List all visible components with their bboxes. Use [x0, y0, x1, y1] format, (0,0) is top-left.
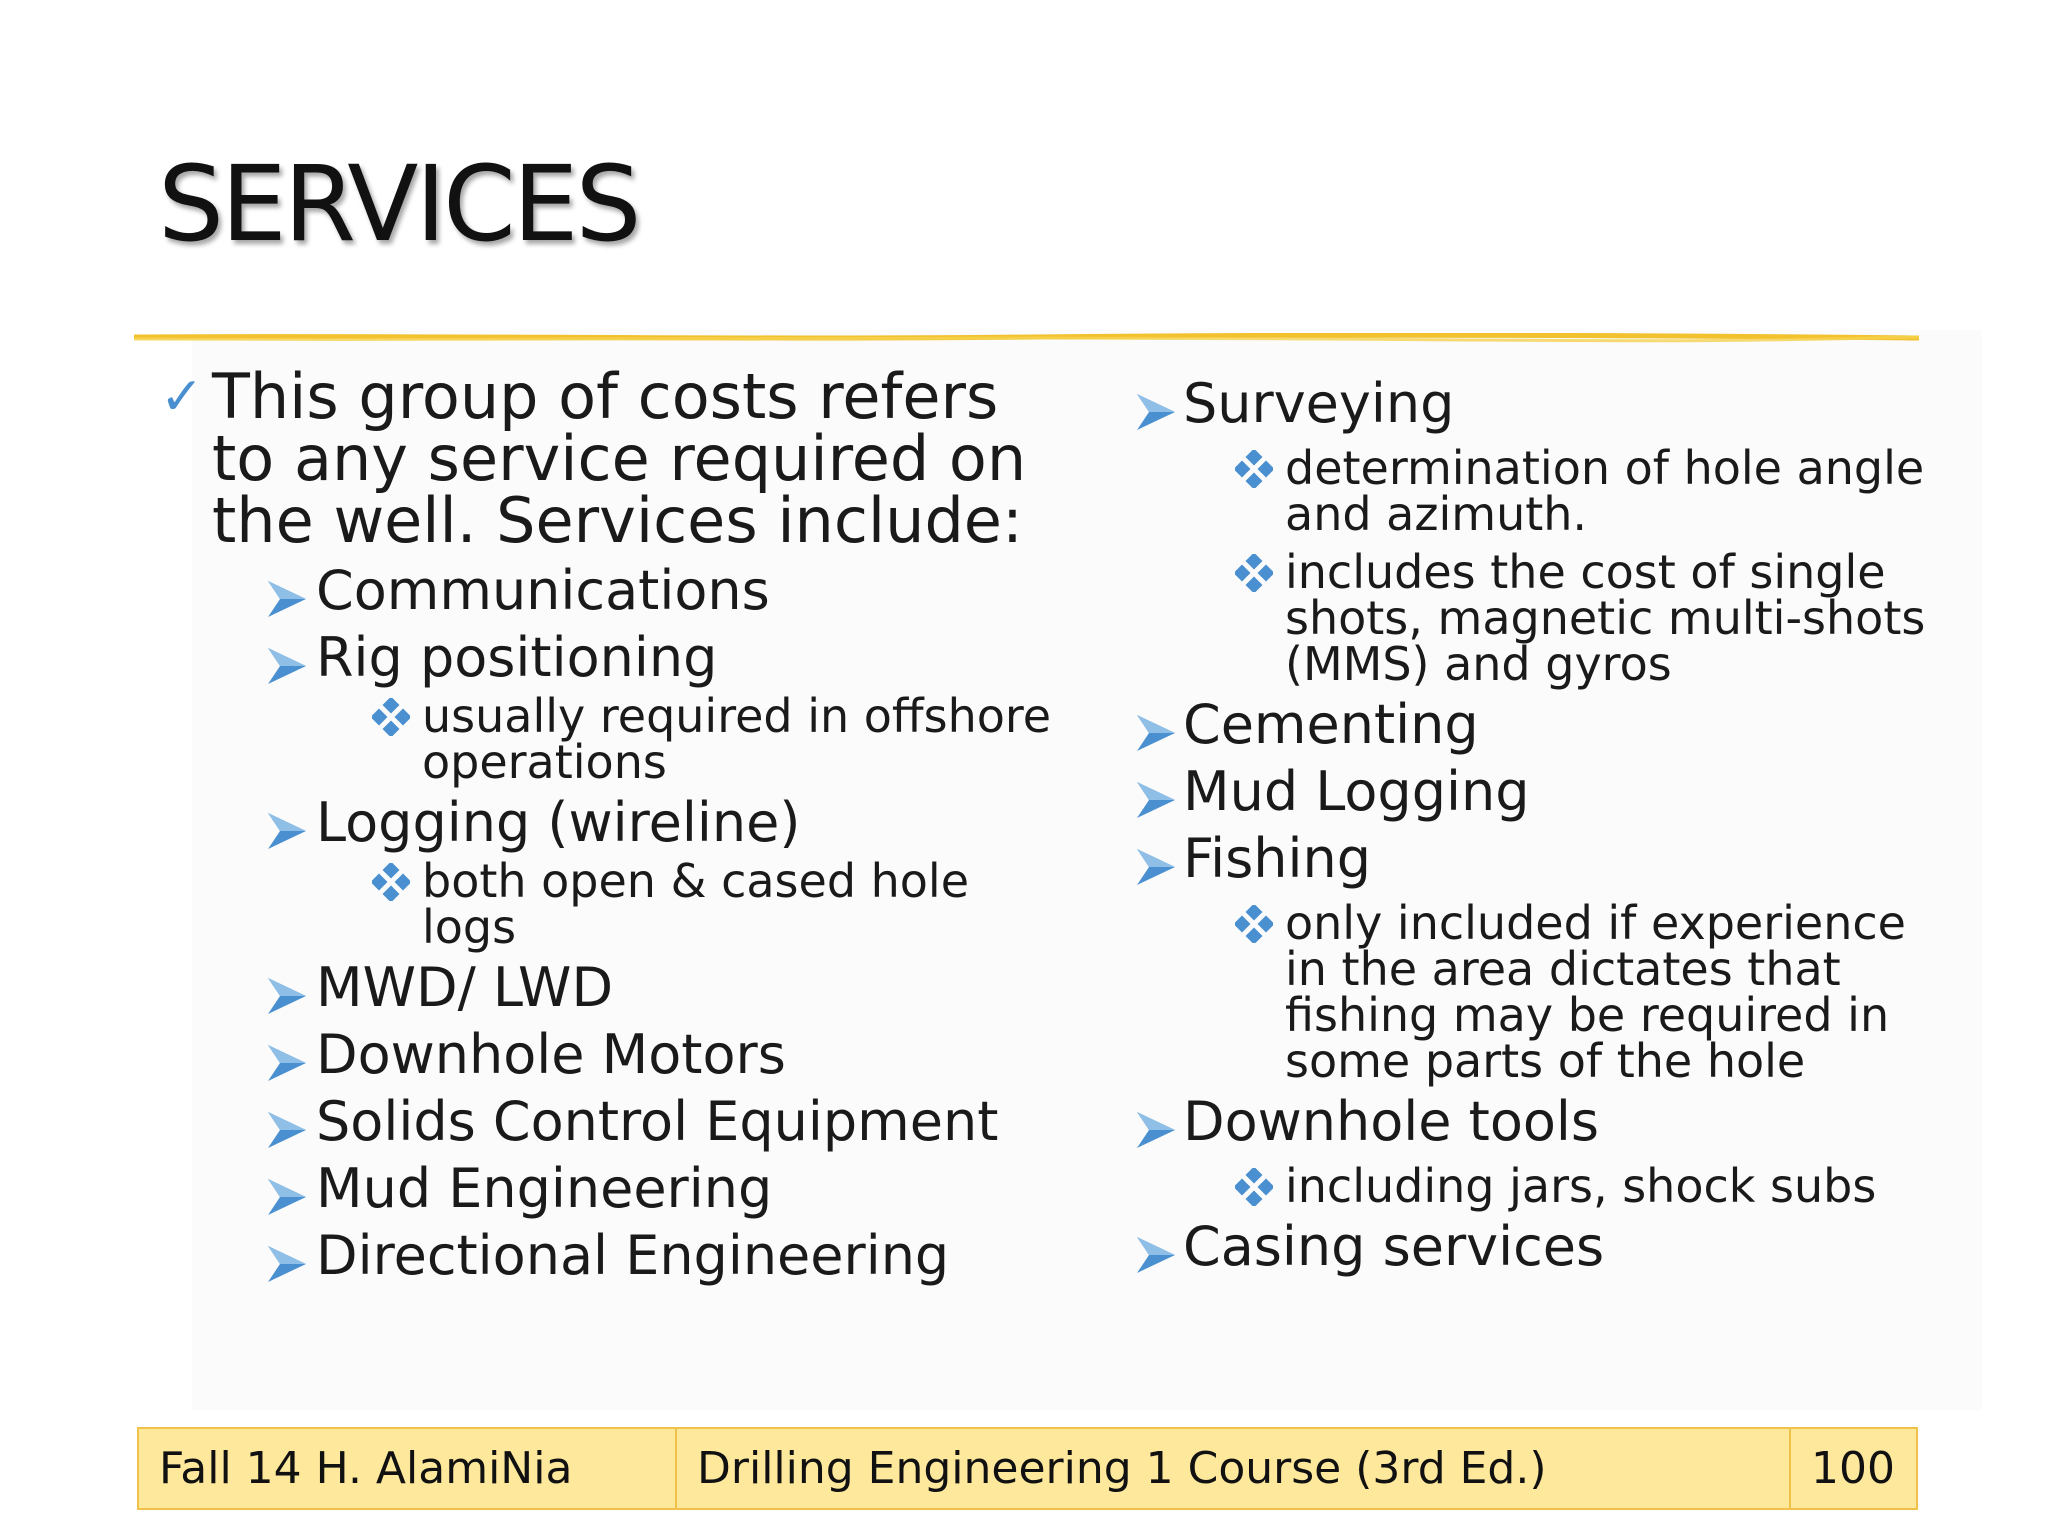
list-item-label: Mud Engineering [316, 1157, 773, 1220]
sub-list-item-label: only included if experience in the area dictates that fishing may be required in some parts of the hole [1285, 896, 1906, 1088]
list-item-label: Directional Engineering [316, 1224, 950, 1287]
sub-list-item [372, 854, 1060, 954]
list-item-label: Solids Control Equipment [316, 1090, 999, 1153]
left-column [160, 360, 1060, 1287]
list-item-label: Surveying [1183, 372, 1455, 435]
list-item [266, 956, 1060, 1019]
list-item-label: Casing services [1183, 1215, 1605, 1278]
checkmark-icon: ✓ [160, 367, 204, 427]
right-column [1135, 366, 1955, 1276]
sub-list-item [1235, 441, 1955, 541]
sub-list-item [1235, 1159, 1955, 1213]
list-item [1135, 372, 1955, 435]
list-item [266, 1157, 1060, 1220]
arrow-bullet-icon [266, 969, 308, 1009]
arrow-bullet-icon [266, 1170, 308, 1210]
sub-list-item-label: includes the cost of single shots, magnetic multi-shots (MMS) and gyros [1285, 545, 1926, 691]
diamond-bullet-icon [372, 862, 410, 900]
sub-list-item-label: determination of hole angle and azimuth. [1285, 441, 1925, 541]
right-bullet-list [1135, 372, 1955, 1278]
list-item-label: Fishing [1183, 827, 1371, 890]
arrow-bullet-icon [266, 1237, 308, 1277]
arrow-bullet-icon [266, 639, 308, 679]
arrow-bullet-icon [266, 1103, 308, 1143]
arrow-bullet-icon [1135, 1228, 1177, 1268]
intro-paragraph [160, 360, 1060, 557]
arrow-bullet-icon [1135, 1103, 1177, 1143]
list-item [266, 1090, 1060, 1153]
arrow-bullet-icon [266, 1036, 308, 1076]
arrow-bullet-icon [1135, 840, 1177, 880]
list-item [266, 791, 1060, 854]
list-item [266, 626, 1060, 689]
list-item [266, 1224, 1060, 1287]
footer-course: Drilling Engineering 1 Course (3rd Ed.) [677, 1429, 1791, 1508]
arrow-bullet-icon [1135, 706, 1177, 746]
list-item-label: Downhole Motors [316, 1023, 786, 1086]
diamond-bullet-icon [1235, 904, 1273, 942]
footer-page-number: 100 [1811, 1443, 1895, 1494]
list-item [1135, 1215, 1955, 1278]
list-item-label: Rig positioning [316, 626, 718, 689]
list-item-label: Downhole tools [1183, 1090, 1600, 1153]
arrow-bullet-icon [266, 804, 308, 844]
arrow-bullet-icon [1135, 773, 1177, 813]
left-bullet-list [160, 559, 1060, 1287]
list-item [1135, 1090, 1955, 1153]
list-item-label: MWD/ LWD [316, 956, 614, 1019]
list-item-label: Logging (wireline) [316, 791, 801, 854]
diamond-bullet-icon [372, 697, 410, 735]
list-item [266, 1023, 1060, 1086]
sub-list-item [372, 689, 1060, 789]
diamond-bullet-icon [1235, 449, 1273, 487]
sub-list-item-label: usually required in offshore operations [422, 689, 1052, 789]
footer-author: Fall 14 H. AlamiNia [139, 1429, 677, 1508]
list-item-label: Communications [316, 559, 770, 622]
diamond-bullet-icon [1235, 553, 1273, 591]
intro-text: This group of costs refers to any service required on the well. Services include: [212, 360, 1027, 557]
list-item-label: Mud Logging [1183, 760, 1530, 823]
diamond-bullet-icon [1235, 1167, 1273, 1205]
title-underline [134, 333, 1919, 343]
sub-list-item-label: including jars, shock subs [1285, 1159, 1877, 1213]
list-item [1135, 827, 1955, 890]
list-item-label: Cementing [1183, 693, 1479, 756]
sub-list-item-label: both open & cased hole logs [422, 854, 970, 954]
sub-list-item [1235, 896, 1955, 1088]
list-item [1135, 760, 1955, 823]
slide-title: SERVICES [158, 143, 639, 265]
arrow-bullet-icon [266, 572, 308, 612]
list-item [1135, 693, 1955, 756]
arrow-bullet-icon [1135, 385, 1177, 425]
footer-bar [137, 1427, 1918, 1510]
list-item [266, 559, 1060, 622]
sub-list-item [1235, 545, 1955, 691]
